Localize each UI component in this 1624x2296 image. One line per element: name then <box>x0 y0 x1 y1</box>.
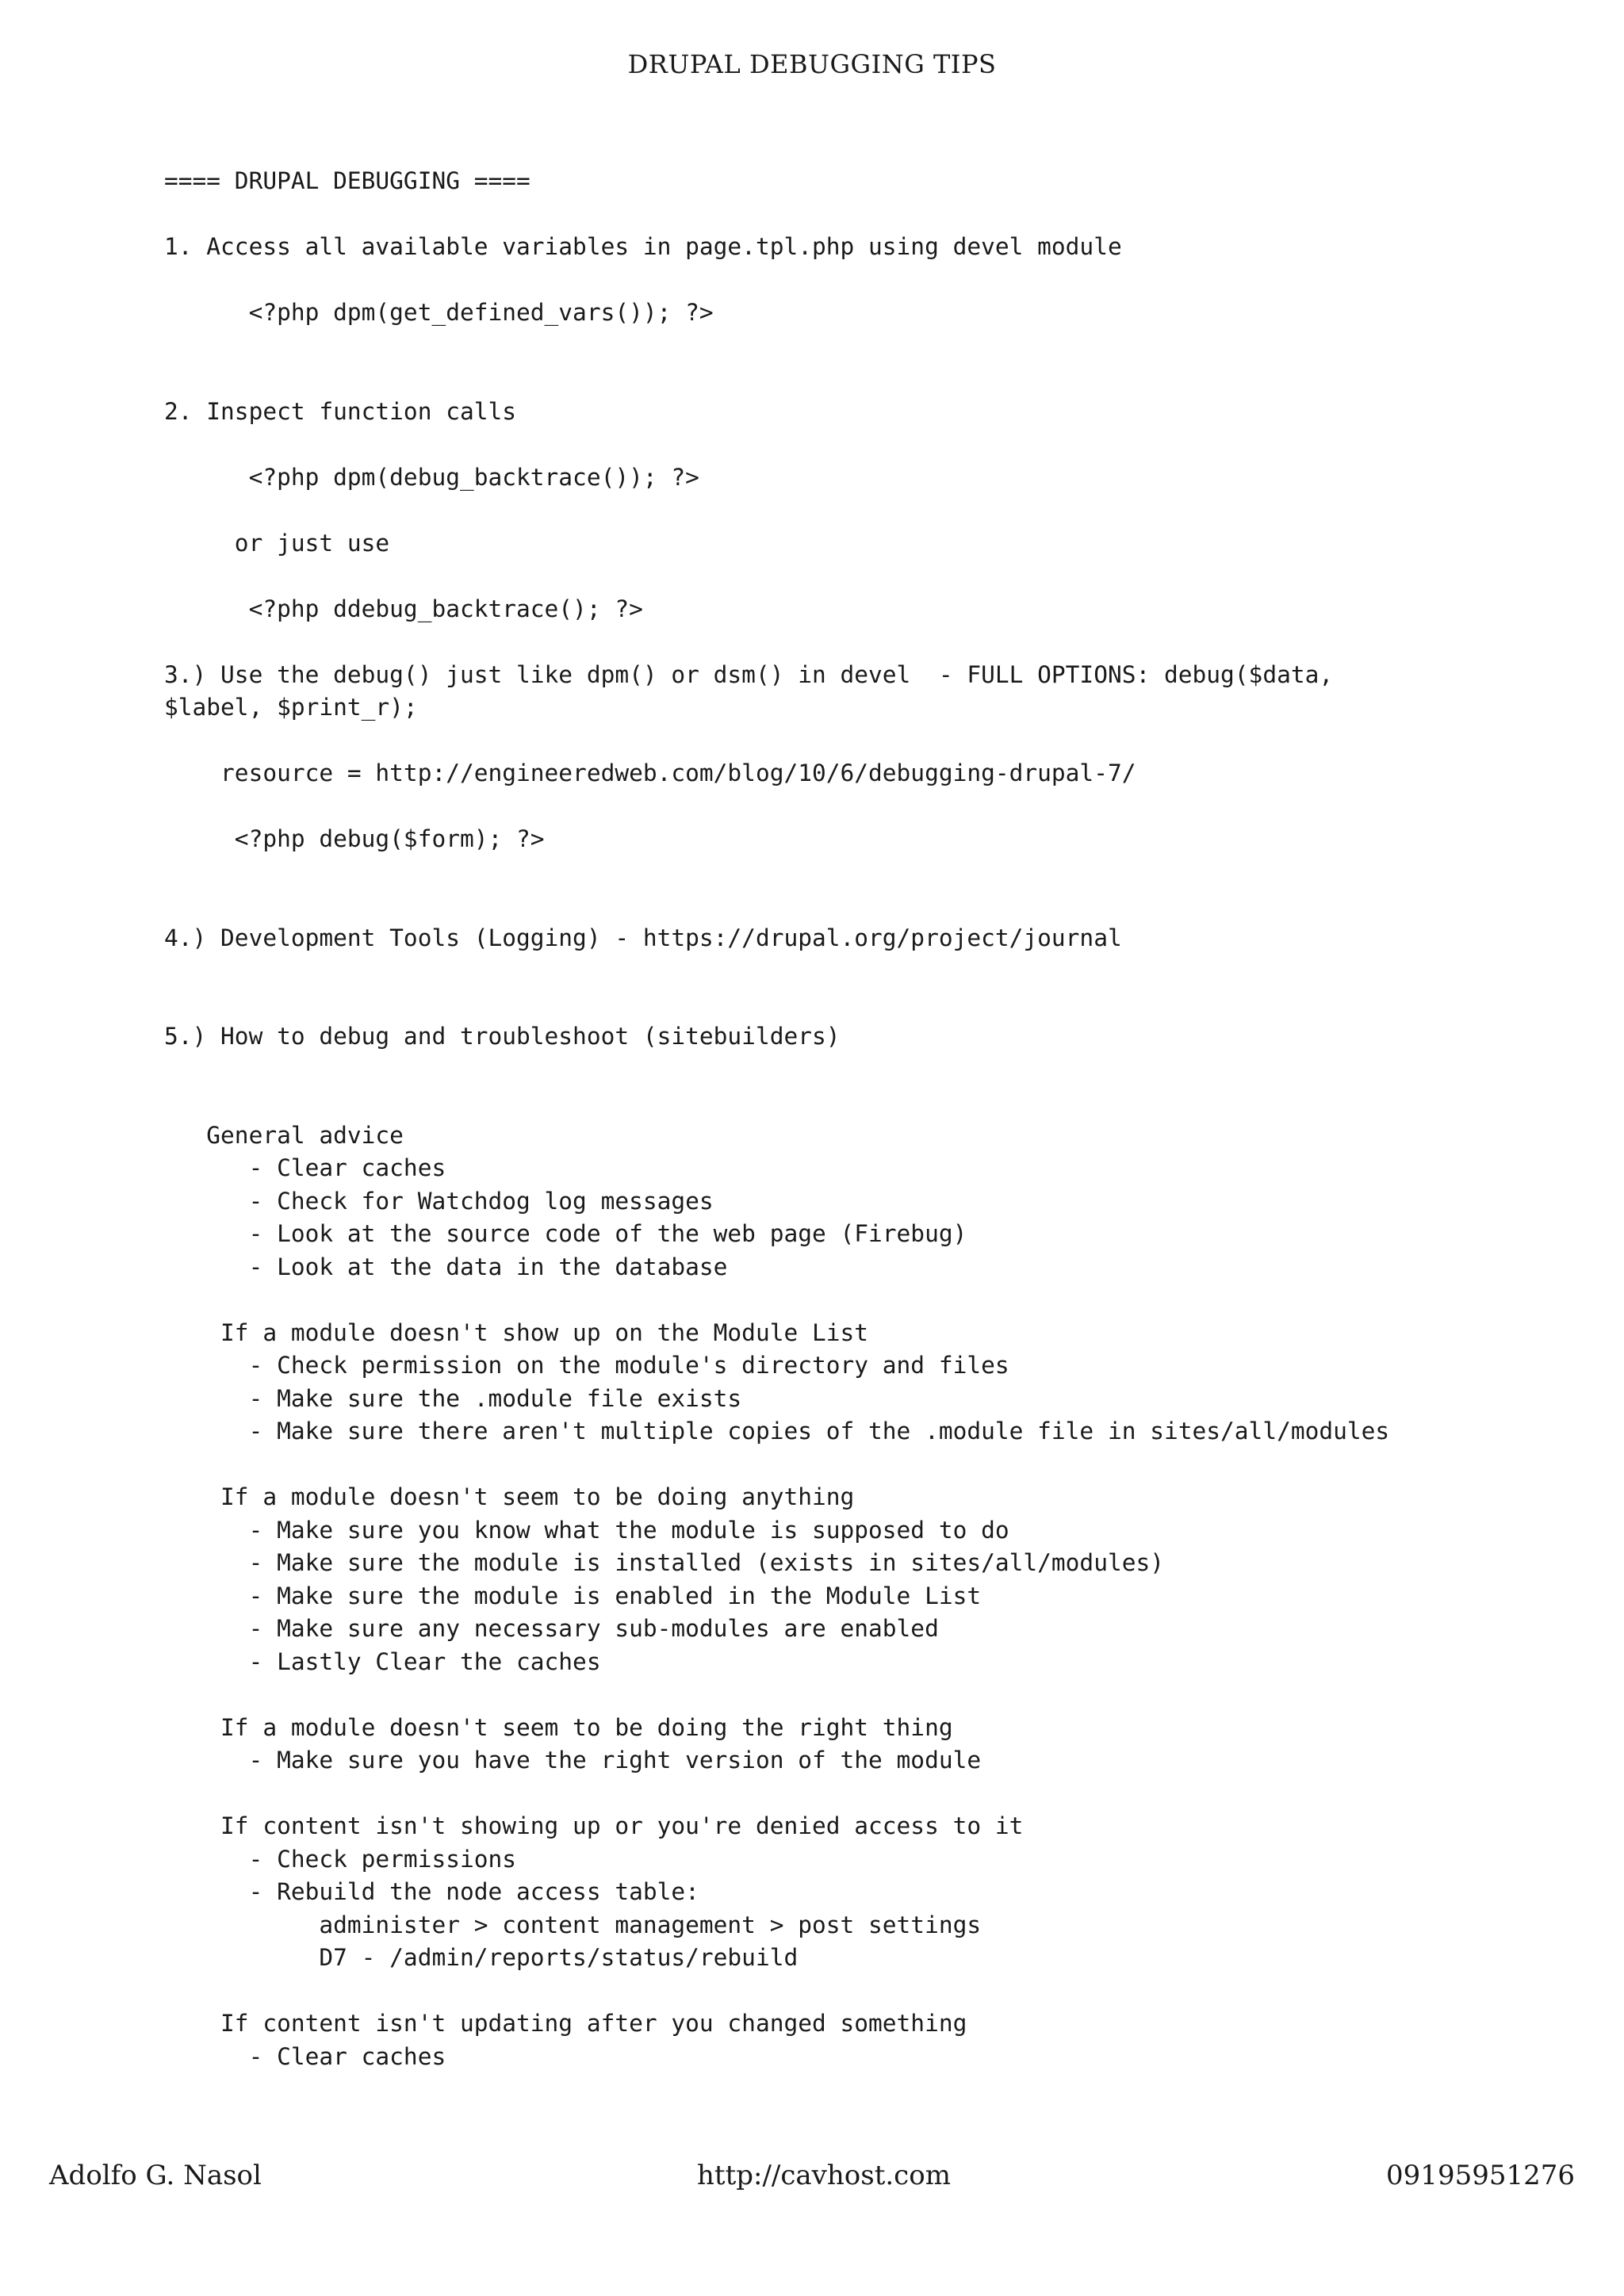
text-line: - Look at the source code of the web page (Firebug) <box>164 1220 967 1247</box>
text-line: - Check permission on the module's directory and files <box>164 1352 1009 1379</box>
blank-line <box>164 560 1528 593</box>
blank-line <box>164 1284 1528 1317</box>
text-line: administer > content management > post settings <box>164 1911 982 1938</box>
blank-line <box>164 494 1528 527</box>
text-line: D7 - /admin/reports/status/rebuild <box>164 1944 799 1971</box>
page-header <box>0 49 1624 79</box>
blank-line <box>164 1975 1528 2008</box>
text-line: - Make sure the .module file exists <box>164 1384 742 1412</box>
text-line: - Make sure there aren't multiple copies of the .module file in sites/all/modules <box>164 1418 1390 1445</box>
blank-line <box>164 790 1528 824</box>
text-line: - Make sure any necessary sub-modules are enabled <box>164 1615 939 1642</box>
footer-website: http://cavhost.com <box>697 2160 951 2191</box>
text-line: resource = http://engineeredweb.com/blog/10/6/debugging-drupal-7/ <box>164 760 1136 786</box>
blank-line <box>164 198 1528 232</box>
text-line: General advice <box>164 1121 404 1149</box>
text-line: If a module doesn't show up on the Module List <box>164 1318 869 1346</box>
text-line: 1. Access all available variables in page.tpl.php using devel module <box>164 233 1122 260</box>
text-line: or just use <box>164 529 390 557</box>
text-line: 2. Inspect function calls <box>164 397 517 425</box>
text-line: - Make sure you have the right version of the module <box>164 1747 982 1774</box>
text-line: <?php debug($form); ?> <box>164 825 545 852</box>
blank-line <box>164 889 1528 922</box>
text-line: <?php ddebug_backtrace(); ?> <box>164 595 643 622</box>
text-line: ==== DRUPAL DEBUGGING ==== <box>164 167 530 194</box>
blank-line <box>164 1054 1528 1087</box>
text-line: - Check for Watchdog log messages <box>164 1187 714 1215</box>
text-line: 3.) Use the debug() just like dpm() or dsm() in devel - FULL OPTIONS: debug($data, <box>164 660 1334 688</box>
blank-line <box>164 264 1528 297</box>
text-line: $label, $print_r); <box>164 694 418 721</box>
blank-line <box>164 428 1528 461</box>
page-footer <box>49 2160 1575 2191</box>
text-line: - Make sure the module is installed (exists in sites/all/modules) <box>164 1549 1164 1576</box>
text-line: - Make sure you know what the module is supposed to do <box>164 1516 1009 1544</box>
footer-phone: 09195951276 <box>1386 2160 1575 2191</box>
text-line: <?php dpm(get_defined_vars()); ?> <box>164 299 714 326</box>
blank-line <box>164 330 1528 363</box>
text-line: If a module doesn't seem to be doing anything <box>164 1483 855 1510</box>
text-line: - Clear caches <box>164 2042 446 2070</box>
document-title: DRUPAL DEBUGGING TIPS <box>627 49 997 79</box>
text-line: If content isn't showing up or you're denied access to it <box>164 1812 1024 1839</box>
text-line: - Make sure the module is enabled in the Module List <box>164 1582 982 1609</box>
blank-line <box>164 725 1528 758</box>
text-line: - Lastly Clear the caches <box>164 1647 601 1675</box>
document-body <box>164 165 1528 2073</box>
blank-line <box>164 955 1528 988</box>
text-line: 5.) How to debug and troubleshoot (sitebuilders) <box>164 1023 841 1050</box>
text-line: 4.) Development Tools (Logging) - https://drupal.org/project/journal <box>164 924 1122 951</box>
text-line: - Rebuild the node access table: <box>164 1878 699 1905</box>
blank-line <box>164 1086 1528 1119</box>
text-line: <?php dpm(debug_backtrace()); ?> <box>164 463 699 491</box>
text-line: If a module doesn't seem to be doing the right thing <box>164 1713 953 1741</box>
blank-line <box>164 626 1528 659</box>
blank-line <box>164 362 1528 396</box>
blank-line <box>164 1777 1528 1811</box>
blank-line <box>164 856 1528 890</box>
text-line: - Check permissions <box>164 1845 517 1873</box>
footer-author: Adolfo G. Nasol <box>49 2160 262 2191</box>
blank-line <box>164 988 1528 1021</box>
blank-line <box>164 1678 1528 1712</box>
text-line: - Clear caches <box>164 1154 446 1181</box>
text-line: If content isn't updating after you changed something <box>164 2010 967 2037</box>
blank-line <box>164 1448 1528 1482</box>
text-line: - Look at the data in the database <box>164 1253 728 1280</box>
